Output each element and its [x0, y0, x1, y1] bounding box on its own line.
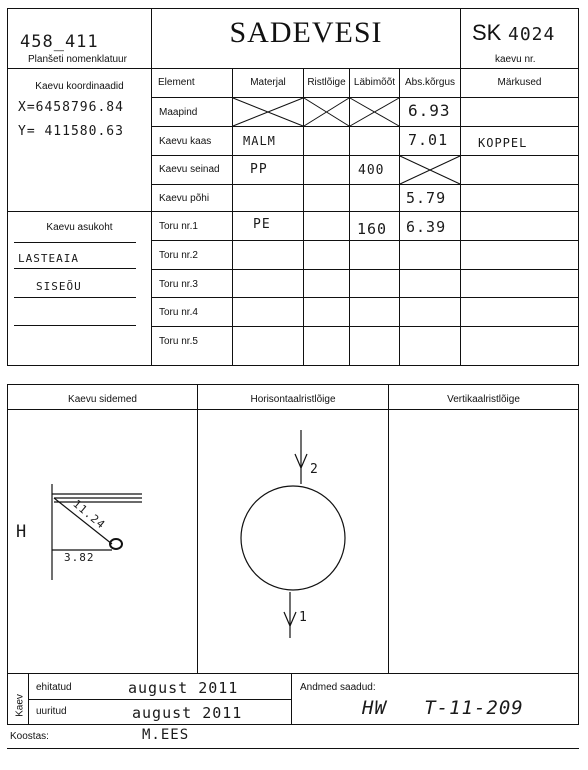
- th-notes: Märkused: [497, 77, 542, 88]
- th-material: Materjal: [250, 77, 286, 88]
- row-element-label: Kaevu põhi: [159, 193, 210, 204]
- cell-abs: 6.39: [406, 218, 447, 236]
- row-element-label: Maapind: [159, 107, 198, 118]
- th-abs: Abs.kõrgus: [404, 77, 456, 88]
- row-element-label: Kaevu kaas: [159, 136, 212, 147]
- ties-distance-2: 3.82: [64, 551, 95, 564]
- surveyed-label: uuritud: [36, 706, 67, 717]
- surveyed-value: august 2011: [132, 704, 243, 722]
- source-label: Andmed saadud:: [300, 682, 376, 693]
- well-id-label: kaevu nr.: [495, 54, 536, 65]
- sheet-number: 458_411: [20, 32, 99, 52]
- ties-h-letter: H: [16, 522, 28, 542]
- row-element-label: Toru nr.2: [159, 250, 198, 261]
- th-diameter: Läbimõõt: [353, 77, 396, 88]
- well-id-prefix: SK: [472, 20, 502, 45]
- cell-abs: 6.93: [408, 101, 451, 120]
- page-title: SADEVESI: [229, 16, 383, 49]
- sketch-horizontal-header: Horisontaalristlõige: [250, 394, 336, 405]
- author-label: Koostas:: [10, 731, 49, 742]
- cell-diameter: 160: [357, 220, 388, 238]
- pipe-in-label: 2: [310, 462, 319, 477]
- sheet-label: Planšeti nomenklatuur: [28, 54, 127, 65]
- crossed-cells: [0, 0, 588, 370]
- cell-diameter: 400: [358, 163, 385, 178]
- row-element-label: Kaevu seinad: [159, 164, 220, 175]
- coords-label: Kaevu koordinaadid: [35, 81, 124, 92]
- cell-material: PE: [253, 217, 271, 232]
- location-line1: LASTEAIA: [18, 252, 79, 265]
- source-value: HW T-11-209: [362, 697, 524, 719]
- well-id-number: 4024: [508, 24, 556, 45]
- author-value: M.EES: [142, 727, 190, 743]
- row-element-label: Toru nr.5: [159, 336, 198, 347]
- sketch-ties-header: Kaevu sidemed: [68, 394, 137, 405]
- pipe-out-label: 1: [299, 610, 308, 625]
- cell-material: PP: [250, 162, 268, 177]
- cell-material: MALM: [243, 134, 276, 148]
- ties-sketch: [8, 410, 197, 672]
- location-label: Kaevu asukoht: [46, 222, 113, 233]
- location-line2: SISEÕU: [36, 280, 82, 293]
- cell-notes: KOPPEL: [478, 136, 528, 150]
- cell-abs: 7.01: [408, 131, 449, 149]
- ties-distance-1: 11.24: [70, 497, 108, 532]
- footer-side-label: Kaev: [14, 694, 26, 717]
- built-value: august 2011: [128, 679, 239, 697]
- horizontal-section-sketch: [198, 410, 388, 672]
- th-cross: Ristlõige: [307, 77, 346, 88]
- coord-x: X=6458796.84: [18, 100, 124, 115]
- row-element-label: Toru nr.1: [159, 221, 198, 232]
- built-label: ehitatud: [36, 682, 72, 693]
- cell-abs: 5.79: [406, 189, 447, 207]
- th-element: Element: [158, 77, 195, 88]
- sketch-vertical-header: Vertikaalristlõige: [447, 394, 520, 405]
- row-element-label: Toru nr.4: [159, 307, 198, 318]
- coord-y: Y= 411580.63: [18, 124, 124, 139]
- row-element-label: Toru nr.3: [159, 279, 198, 290]
